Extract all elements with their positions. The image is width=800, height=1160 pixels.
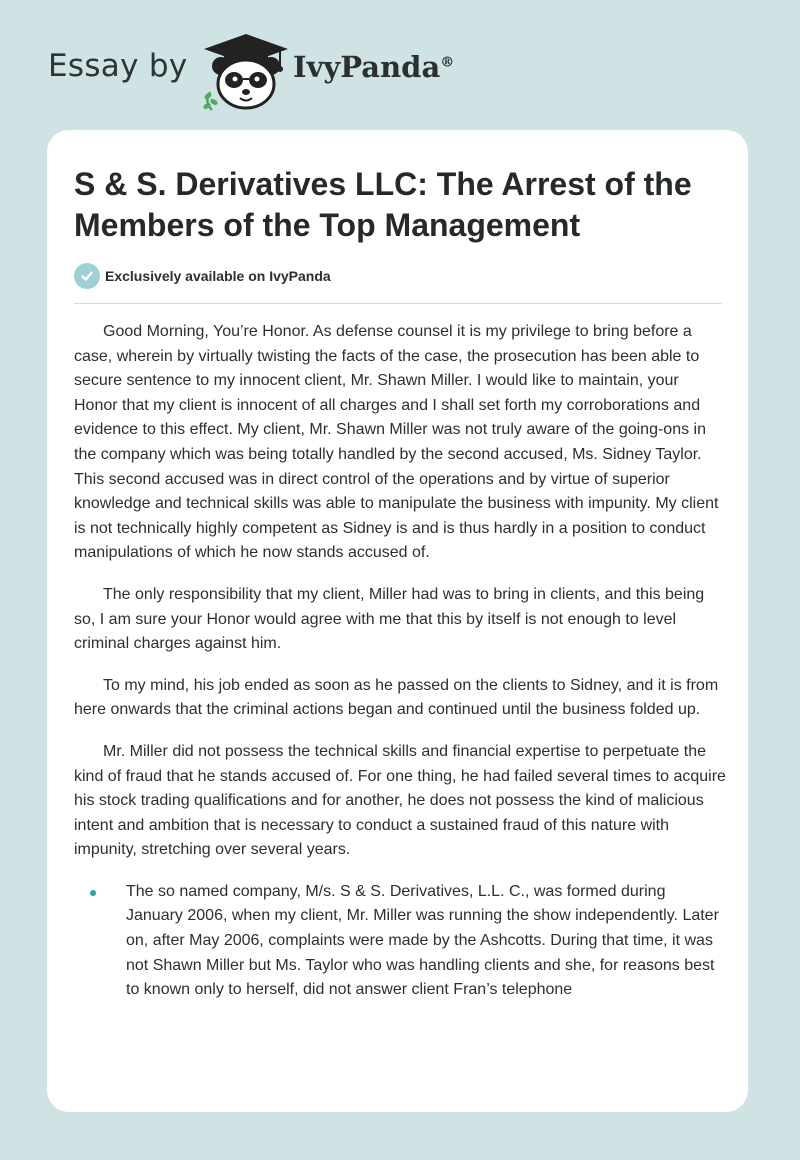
list-item-text: The so named company, M/s. S & S. Derivatives, L.L. C., was formed during January 2006, when my client, Mr. Miller was running the show independently. Later on, after May 2006, complaints were made by the Ashcotts. During that time, it was not Shawn Miller but Ms. Taylor who was handling clients and she, for reasons best to known only to herself, did not answer client Fran’s telephone	[126, 882, 719, 999]
brand-name[interactable]	[293, 50, 454, 84]
brand-name-text: IvyPanda	[293, 50, 441, 84]
paragraph: The only responsibility that my client, Miller had was to bring in clients, and this being so, I am sure your Honor would agree with me that this by itself is not enough to level criminal charges against him.	[74, 585, 705, 653]
exclusive-badge	[74, 263, 331, 289]
brand-prefix: Essay by	[48, 48, 188, 84]
check-circle-icon	[74, 263, 100, 289]
paragraph: Mr. Miller did not possess the technical skills and financial expertise to perpetuate the kind of fraud that he stands accused of. For one thing, he had failed several times to acquire his stock trading qualifications and for another, he does not possess the kind of malicious intent and ambition that is necessary to conduct a sustained fraud of this nature with impunity, stretching over several years.	[74, 742, 726, 859]
divider	[74, 303, 722, 304]
list-item	[74, 880, 726, 1003]
bullet-list	[74, 880, 726, 1003]
panda-graduate-logo-icon[interactable]	[200, 32, 292, 112]
bullet-dot-icon	[90, 890, 96, 896]
paragraph: Good Morning, You’re Honor. As defense counsel it is my privilege to bring before a case, wherein by virtually twisting the facts of the case, the prosecution has been able to secure sentence to my innocent client, Mr. Shawn Miller. I would like to maintain, your Honor that my client is innocent of all charges and I shall set forth my corroborations and evidence to this effect. My client, Mr. Shawn Miller was not truly aware of the going-ons in the company which was being totally handled by the second accused, Ms. Sidney Taylor. This second accused was in direct control of the operations and by virtue of superior knowledge and technical skills was able to manipulate the business with impunity. My client is not technically highly competent as Sidney is and is thus hardly in a position to conduct manipulations of which he now stands accused of.	[74, 323, 719, 562]
exclusive-badge-text: Exclusively available on IvyPanda	[105, 268, 331, 284]
essay-body	[74, 320, 726, 1003]
paragraph: To my mind, his job ended as soon as he passed on the clients to Sidney, and it is from here onwards that the criminal actions began and continued until the business folded up.	[74, 676, 719, 719]
essay-card	[47, 130, 748, 1112]
site-header	[48, 30, 508, 110]
page-title: S & S. Derivatives LLC: The Arrest of the Members of the Top Management	[74, 166, 692, 243]
registered-mark: ®	[440, 54, 455, 71]
